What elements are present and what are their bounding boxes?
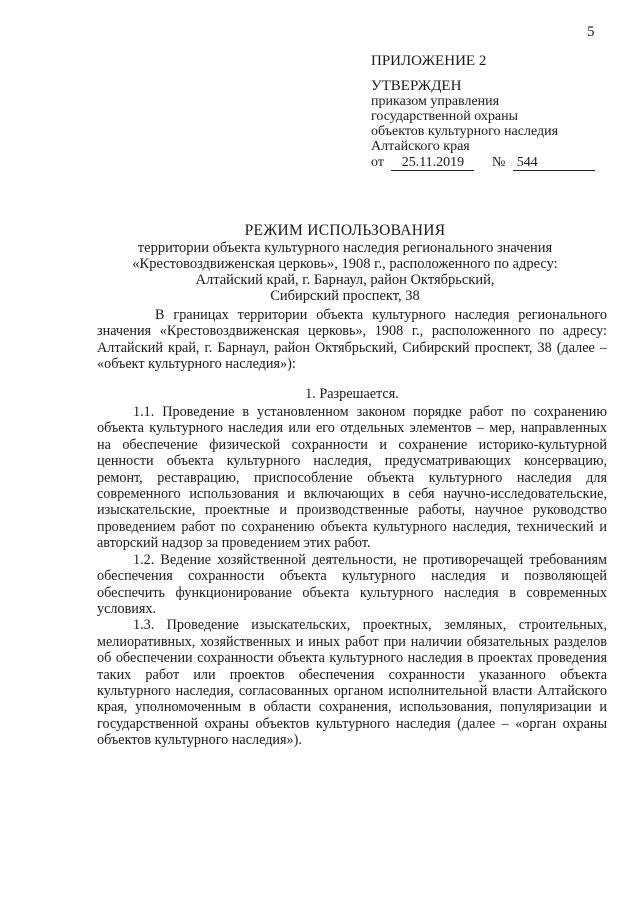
- subtitle-line: Сибирский проспект, 38: [270, 288, 420, 304]
- approval-line: объектов культурного наследия: [371, 124, 559, 139]
- document-body: [97, 307, 607, 749]
- section-heading: 1. Разрешается.: [305, 385, 399, 402]
- title-block: [110, 222, 580, 304]
- approval-block: [371, 54, 611, 171]
- order-date-number: [371, 155, 611, 171]
- item-paragraph: 1.3. Проведение изыскательских, проектных, земляных, строительных, мелиоративных, хозяйственных и иных работ при наличии обязательных разделов об обеспечении сохранности объекта культурного наследия в проектах проведения таких работ или проектов обеспечения сохранности указанного объекта культурного наследия, согласованных органом исполнительной власти Алтайского края, уполномоченным в области сохранения, использования, популяризации и государственной охраны объектов культурного наследия (далее – «орган охраны объектов культурного наследия»).: [97, 617, 607, 749]
- subtitle-line: «Крестовоздвиженская церковь», 1908 г., расположенного по адресу:: [132, 256, 558, 272]
- subtitle-line: территории объекта культурного наследия регионального значения: [137, 240, 553, 256]
- intro-paragraph: В границах территории объекта культурного наследия регионального значения «Крестовоздвиженская церковь», 1908 г., расположенного по адресу: Алтайский край, г. Барнаул, район Октябрьский, Сибирский проспект, 38 (далее – «объект культурного наследия»):: [97, 307, 607, 373]
- order-date: 25.11.2019: [391, 155, 474, 171]
- approval-line: Алтайского края: [371, 139, 470, 154]
- page-number: 5: [587, 24, 595, 40]
- approval-line: приказом управления: [371, 94, 500, 109]
- approved-label: УТВЕРЖДЕН: [371, 78, 462, 94]
- document-title: РЕЖИМ ИСПОЛЬЗОВАНИЯ: [244, 222, 446, 239]
- order-number: 544: [513, 155, 595, 171]
- item-paragraph: 1.1. Проведение в установленном законом порядке работ по сохранению объекта культурного наследия или его отдельных элементов – мер, направленных на обеспечение физической сохранности и сохранение историко-культурной ценности объекта культурного наследия, предусматривающих консервацию, ремонт, реставрацию, приспособление объекта культурного наследия для современного использования и включающих в себя научно-исследовательские, изыскательские, проектные и производственные работы, научное руководство проведением работ по сохранению объекта культурного наследия, технический и авторский надзор за проведением этих работ.: [97, 404, 607, 552]
- subtitle-line: Алтайский край, г. Барнаул, район Октябрьский,: [195, 272, 495, 288]
- number-label: №: [491, 155, 506, 170]
- approval-line: государственной охраны: [371, 109, 519, 124]
- date-label: от: [371, 155, 384, 170]
- appendix-label: ПРИЛОЖЕНИЕ 2: [371, 53, 487, 69]
- item-paragraph: 1.2. Ведение хозяйственной деятельности, не противоречащей требованиям обеспечения сохранности объекта культурного наследия и позволяющей обеспечить функционирование объекта культурного наследия в современных условиях.: [97, 551, 607, 617]
